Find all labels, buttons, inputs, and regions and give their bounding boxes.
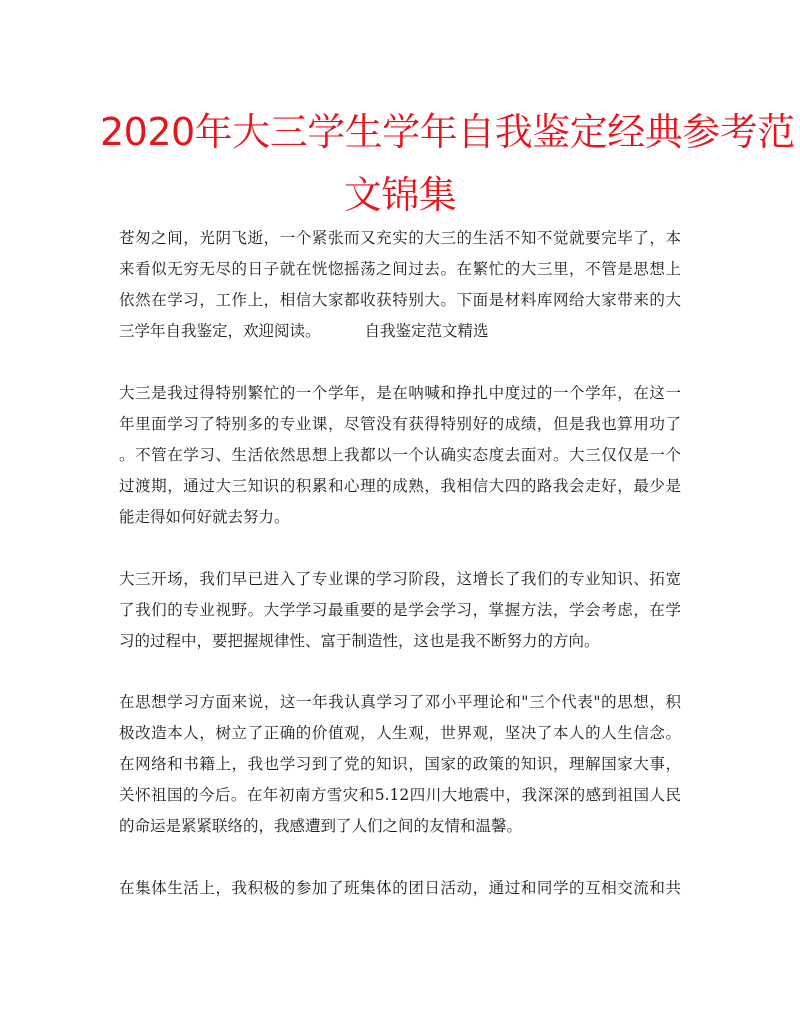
- text-line: [119, 316, 681, 347]
- text-line: 在集体生活上，我积极的参加了班集体的团日活动，通过和同学的互相交流和共: [119, 879, 681, 897]
- text-line: 的命运是紧紧联络的，我感遭到了人们之间的友情和温馨。: [119, 817, 523, 835]
- document-title-line-1: 2020年大三学生学年自我鉴定经典参考范: [100, 110, 795, 154]
- text-line: 年里面学习了特别多的专业课，尽管没有获得特别好的成绩，但是我也算用功了: [119, 415, 681, 433]
- body-paragraph-2: [119, 564, 681, 657]
- text-line: 依然在学习，工作上，相信大家都收获特别大。下面是材料库网给大家带来的大: [119, 291, 681, 309]
- body-paragraph-3: [119, 687, 681, 842]
- intro-last-line: 三学年自我鉴定，欢迎阅读。: [119, 322, 321, 340]
- text-line: 极改造本人，树立了正确的价值观，人生观，世界观，坚决了本人的人生信念。: [119, 724, 681, 742]
- text-line: 大三是我过得特别繁忙的一个学年，是在呐喊和挣扎中度过的一个学年，在这一: [119, 384, 681, 402]
- text-line: 苍匆之间，光阴飞逝，一个紧张而又充实的大三的生活不知不觉就要完毕了，本: [119, 229, 681, 247]
- body-paragraph-4: [119, 873, 681, 904]
- text-line: 在思想学习方面来说，这一年我认真学习了邓小平理论和"三个代表"的思想，积: [119, 693, 681, 711]
- text-line: 能走得如何好就去努力。: [119, 508, 290, 526]
- text-line: 过渡期，通过大三知识的积累和心理的成熟，我相信大四的路我会走好，最少是: [119, 477, 681, 495]
- related-articles-link[interactable]: 自我鉴定范文精选: [364, 322, 489, 340]
- text-line: 来看似无穷无尽的日子就在恍惚摇荡之间过去。在繁忙的大三里，不管是思想上: [119, 260, 681, 278]
- document-title-line-2: 文锦集: [343, 173, 457, 217]
- body-paragraph-1: [119, 378, 681, 533]
- text-line: 了我们的专业视野。大学学习最重要的是学会学习，掌握方法，学会考虑，在学: [119, 601, 681, 619]
- intro-paragraph: [119, 223, 681, 347]
- text-line: 习的过程中，要把握规律性、富于制造性，这也是我不断努力的方向。: [119, 632, 600, 650]
- text-line: 。不管在学习、生活依然思想上我都以一个认确实态度去面对。大三仅仅是一个: [119, 446, 681, 464]
- text-line: 大三开场，我们早已进入了专业课的学习阶段，这增长了我们的专业知识、拓宽: [119, 570, 681, 588]
- text-line: 关怀祖国的今后。在年初南方雪灾和5.12四川大地震中，我深深的感到祖国人民: [119, 786, 681, 804]
- text-line: 在网络和书籍上，我也学习到了党的知识，国家的政策的知识，理解国家大事，: [119, 755, 681, 773]
